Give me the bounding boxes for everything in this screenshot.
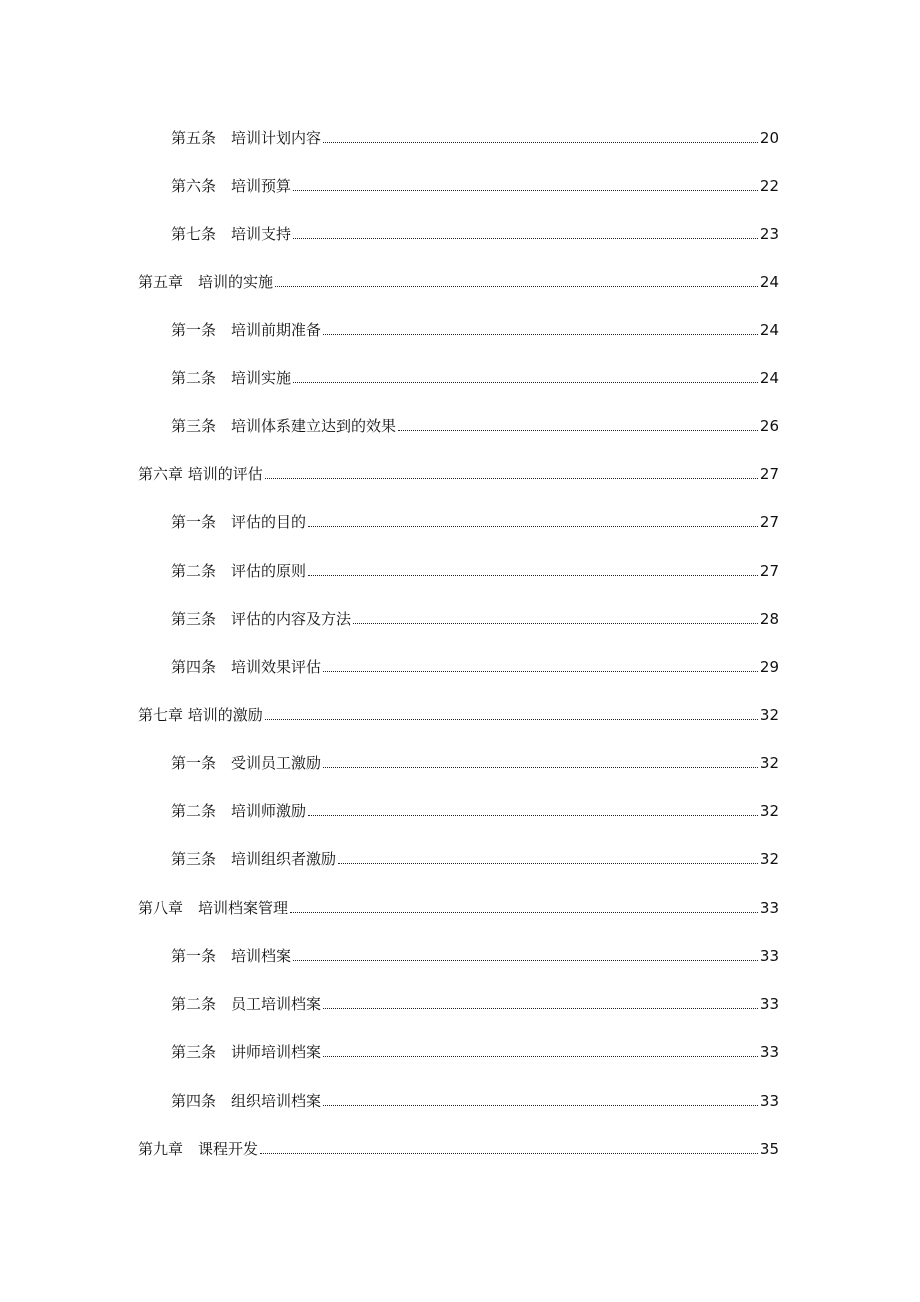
toc-entry-page: 22 [759,177,779,195]
toc-entry-title: 第二条 评估的原则 [171,562,307,580]
toc-entry-page: 32 [759,850,779,868]
toc-dot-leader [323,1008,758,1009]
toc-entry-page: 27 [759,465,779,483]
toc-entry-title: 第七章 培训的激励 [138,706,263,724]
toc-dot-leader [293,960,758,961]
toc-dot-leader [293,190,758,191]
toc-dot-leader [260,1153,758,1154]
toc-dot-leader [290,912,758,913]
toc-entry-page: 33 [759,1043,779,1061]
toc-entry[interactable] [0,843,920,869]
toc-entry-page: 20 [759,129,779,147]
toc-entry-title: 第五章 培训的实施 [138,273,274,291]
toc-entry-page: 35 [759,1140,779,1158]
toc-entry[interactable] [0,988,920,1014]
toc-entry-page: 26 [759,417,779,435]
toc-entry-page: 33 [759,1092,779,1110]
toc-entry-page: 33 [759,899,779,917]
toc-dot-leader [398,430,758,431]
toc-dot-leader [323,671,758,672]
toc-dot-leader [323,334,758,335]
toc-dot-leader [308,815,758,816]
toc-dot-leader [275,286,758,287]
toc-entry[interactable] [0,555,920,581]
toc-chapter-entry[interactable] [0,699,920,725]
toc-entry-title: 第六章 培训的评估 [138,465,263,483]
toc-dot-leader [338,863,758,864]
toc-entry-page: 27 [759,562,779,580]
toc-entry[interactable] [0,410,920,436]
toc-entry-title: 第一条 培训前期准备 [171,321,322,339]
toc-entry-page: 33 [759,995,779,1013]
toc-dot-leader [323,767,758,768]
toc-dot-leader [308,575,758,576]
toc-dot-leader [293,238,758,239]
toc-entry[interactable] [0,940,920,966]
toc-entry-title: 第五条 培训计划内容 [171,129,322,147]
toc-dot-leader [308,526,758,527]
toc-entry[interactable] [0,122,920,148]
toc-entry-page: 23 [759,225,779,243]
toc-entry-title: 第六条 培训预算 [171,177,292,195]
toc-entry-page: 27 [759,513,779,531]
toc-dot-leader [323,1105,758,1106]
toc-entry-title: 第二条 员工培训档案 [171,995,322,1013]
toc-entry-page: 32 [759,802,779,820]
toc-entry[interactable] [0,1036,920,1062]
toc-entry-title: 第四条 培训效果评估 [171,658,322,676]
toc-entry[interactable] [0,747,920,773]
toc-entry-title: 第三条 培训体系建立达到的效果 [171,417,397,435]
toc-entry-title: 第九章 课程开发 [138,1140,259,1158]
toc-entry-title: 第三条 讲师培训档案 [171,1043,322,1061]
toc-entry[interactable] [0,1085,920,1111]
toc-entry-title: 第七条 培训支持 [171,225,292,243]
toc-entry-title: 第八章 培训档案管理 [138,899,289,917]
toc-dot-leader [265,478,758,479]
toc-entry[interactable] [0,506,920,532]
toc-dot-leader [353,623,758,624]
toc-entry-title: 第一条 受训员工激励 [171,754,322,772]
toc-entry[interactable] [0,362,920,388]
toc-chapter-entry[interactable] [0,458,920,484]
toc-entry[interactable] [0,651,920,677]
toc-entry-title: 第三条 培训组织者激励 [171,850,337,868]
toc-entry[interactable] [0,603,920,629]
toc-dot-leader [265,719,758,720]
toc-entry-title: 第二条 培训实施 [171,369,292,387]
toc-entry-title: 第一条 评估的目的 [171,513,307,531]
toc-entry[interactable] [0,795,920,821]
toc-entry-title: 第二条 培训师激励 [171,802,307,820]
toc-entry-page: 24 [759,369,779,387]
toc-entry-page: 28 [759,610,779,628]
toc-entry-page: 24 [759,321,779,339]
toc-dot-leader [323,1056,758,1057]
toc-entry-page: 29 [759,658,779,676]
toc-entry-page: 24 [759,273,779,291]
toc-entry-page: 33 [759,947,779,965]
toc-dot-leader [323,142,758,143]
toc-entry[interactable] [0,314,920,340]
toc-chapter-entry[interactable] [0,892,920,918]
toc-entry-title: 第三条 评估的内容及方法 [171,610,352,628]
toc-chapter-entry[interactable] [0,1133,920,1159]
toc-entry[interactable] [0,218,920,244]
toc-dot-leader [293,382,758,383]
toc-entry-page: 32 [759,754,779,772]
toc-entry-title: 第四条 组织培训档案 [171,1092,322,1110]
toc-chapter-entry[interactable] [0,266,920,292]
toc-entry-page: 32 [759,706,779,724]
toc-entry[interactable] [0,170,920,196]
toc-entry-title: 第一条 培训档案 [171,947,292,965]
